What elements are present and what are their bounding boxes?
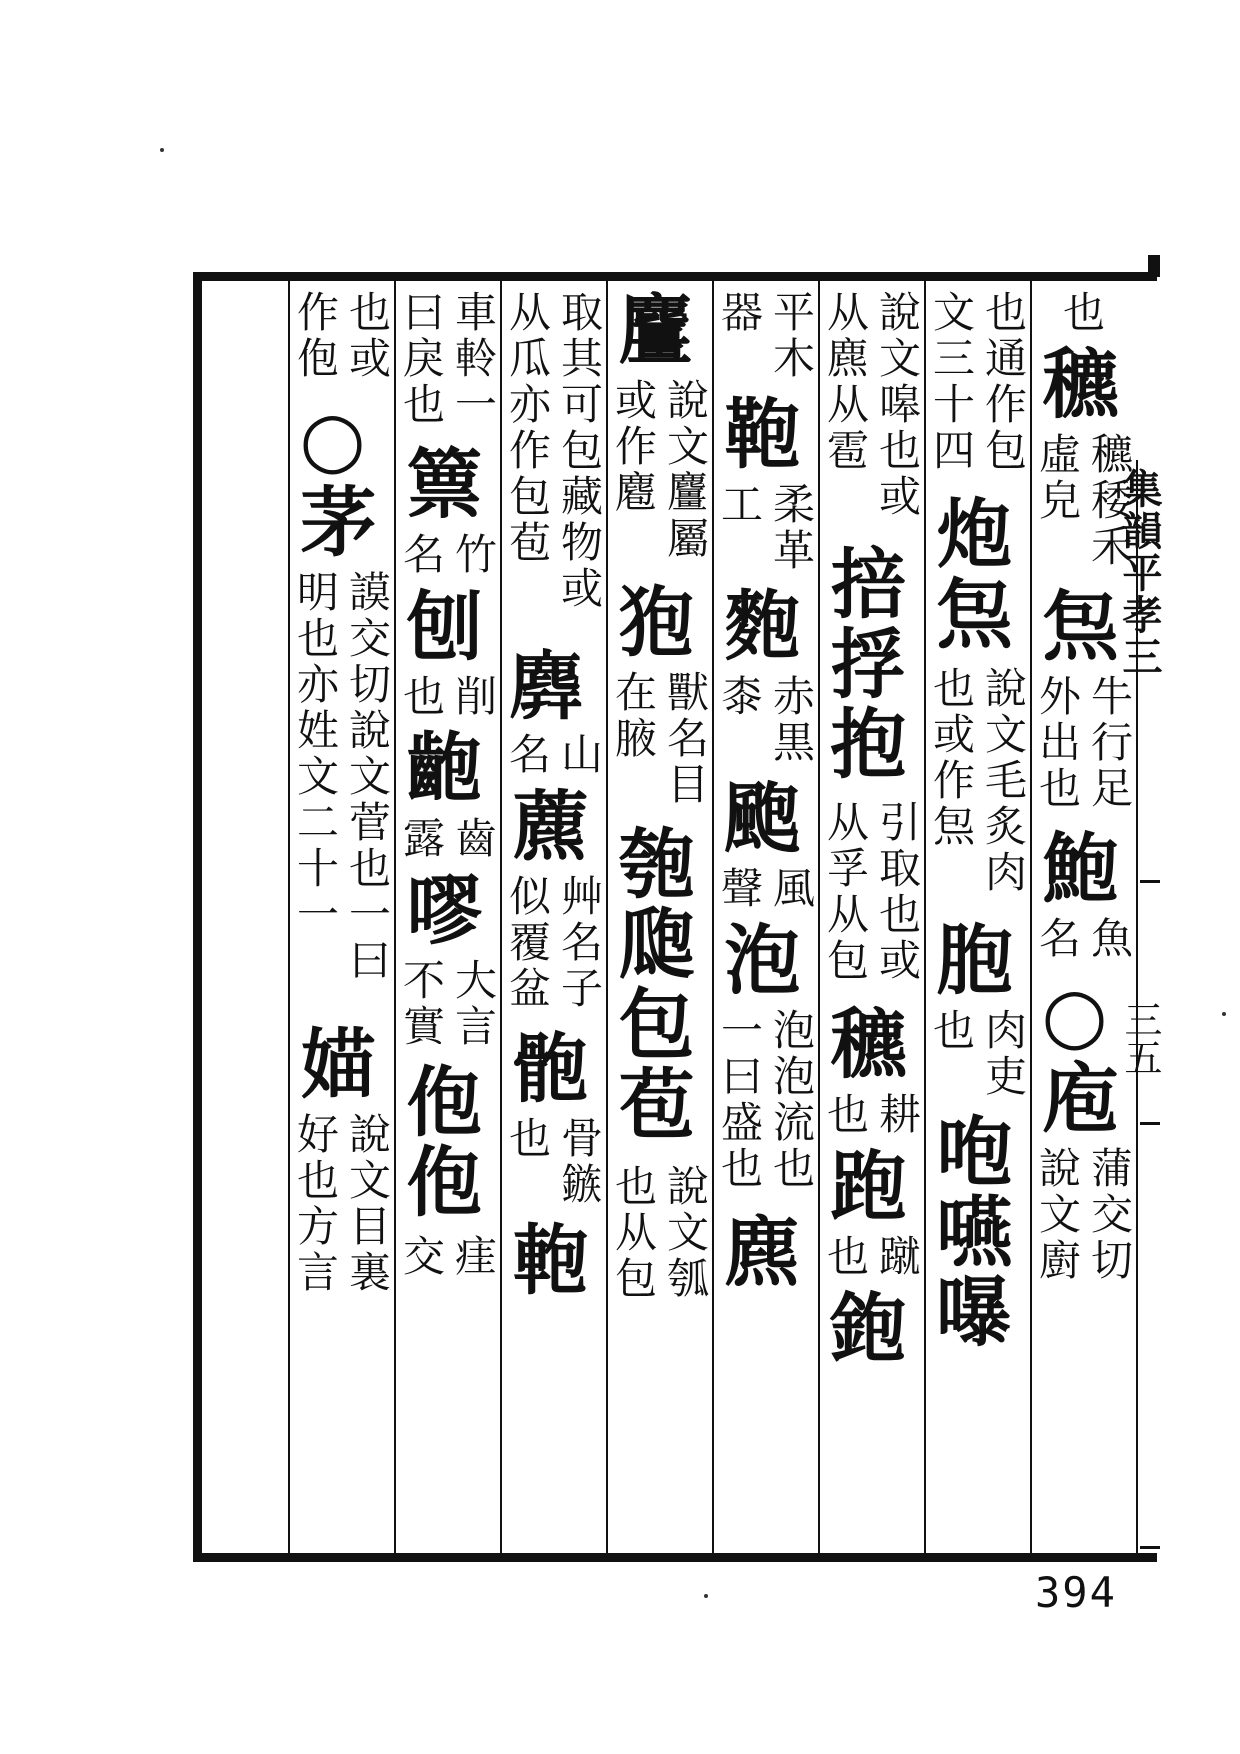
gloss-text-left: 名: [503, 732, 552, 778]
text-column: [926, 290, 1030, 1550]
head-character: 匏瓟包苞: [606, 824, 695, 1144]
gloss-text-right: 削: [449, 674, 498, 720]
gloss-text-left: 也: [821, 1234, 870, 1280]
gloss-text-left: 也: [821, 1092, 870, 1138]
frame-corner-mark: [1148, 255, 1160, 277]
rhyme-circle: ○: [1030, 970, 1119, 1063]
gloss-text-right: 說文目裏: [343, 1112, 392, 1296]
gloss-text-right: 竹: [449, 532, 498, 578]
leaf-number: 三五: [1118, 1000, 1162, 1076]
head-character: 麃: [712, 1212, 801, 1292]
gloss-text-right: 蒲交切: [1085, 1146, 1134, 1284]
gloss-text-left: 說文廚: [1033, 1146, 1082, 1284]
gloss-text-right: 肉吏: [979, 1008, 1028, 1100]
head-character: 刨: [394, 586, 483, 666]
gloss-text-right: 穮䅗禾: [1085, 432, 1134, 570]
head-character: 穮: [1030, 344, 1119, 424]
scan-speck: [160, 148, 164, 152]
edge-divider: [1140, 880, 1160, 883]
gloss-text-right: 泡泡流也: [767, 1008, 816, 1192]
head-character: 骲: [500, 1028, 589, 1108]
gloss-text-right: 獸名目: [661, 670, 710, 808]
head-character: 麭: [712, 586, 801, 666]
gloss-text-left: 从麃从雹: [821, 290, 870, 474]
gloss-text-left: 名: [397, 532, 446, 578]
text-column: [290, 290, 394, 1550]
gloss-text-right: 山: [555, 732, 604, 778]
gloss-text-left: 也: [927, 1008, 976, 1054]
gloss-text-left: 从孚从包: [821, 800, 870, 984]
gloss-text-right: 柔革: [767, 482, 816, 574]
gloss-text-left: 外出也: [1033, 674, 1082, 812]
head-character: 鉋: [818, 1288, 907, 1368]
gloss-text-left: 不實: [397, 958, 446, 1050]
gloss-text-left: 工: [715, 482, 764, 528]
head-character: 炰: [1030, 586, 1119, 666]
head-character: 炮炰: [924, 494, 1013, 654]
volume-label: 集韻平孝三: [1116, 468, 1163, 678]
scan-speck: [704, 1594, 708, 1598]
head-character: 茅: [288, 482, 377, 562]
gloss-text-right: 風: [767, 866, 816, 912]
gloss-text-left: 露: [397, 816, 446, 862]
gloss-text-right: 說文毛炙肉: [979, 666, 1028, 896]
gloss-text-left: 文三十四: [927, 290, 976, 474]
gloss-text-left: 虛皃: [1033, 432, 1082, 524]
gloss-text-right: 車軨一: [449, 290, 498, 428]
gloss-text-left: 也: [503, 1116, 552, 1162]
page-number: 394: [1035, 1568, 1117, 1617]
gloss-text-right: 謨交切說文菅也一曰: [343, 570, 392, 984]
gloss-text-right: 赤黒: [767, 674, 816, 766]
gloss-text-left: 明也亦姓文二十一: [291, 570, 340, 938]
head-character: 胞: [924, 920, 1013, 1000]
gloss-text-right: 引取也或: [873, 800, 922, 984]
gloss-text-left: 似覆盆: [503, 874, 552, 1012]
head-character: 藨: [500, 786, 589, 866]
text-column: [396, 290, 500, 1550]
gloss-text-right: 㾏: [449, 1234, 498, 1280]
head-character: 軳: [500, 1220, 589, 1300]
text-column: [820, 290, 924, 1550]
head-character: 鮑: [1030, 828, 1119, 908]
gloss-text-right: 平木: [767, 290, 816, 382]
gloss-text-right: 取其可包藏物或: [555, 290, 604, 612]
gloss-text: 也: [1057, 290, 1106, 336]
gloss-text-left: 从瓜亦作包苞: [503, 290, 552, 566]
gloss-text-left: 好也方言: [291, 1112, 340, 1296]
gloss-text-right: 說文嗥也或: [873, 290, 922, 520]
head-character: 麠: [606, 290, 695, 370]
head-character: 颮: [712, 778, 801, 858]
gloss-text-left: 曰戾也: [397, 290, 446, 428]
text-column: [608, 290, 712, 1550]
gloss-text-left: 作佨: [291, 290, 340, 382]
gloss-text-left: 桼: [715, 674, 764, 720]
head-character: 𪊑: [500, 644, 589, 724]
head-character: 庖: [1030, 1058, 1119, 1138]
gloss-text-left: 也从包: [609, 1164, 658, 1302]
gloss-text-left: 在腋: [609, 670, 658, 762]
edge-divider: [1140, 1122, 1160, 1125]
gloss-text-left: 器: [715, 290, 764, 336]
gloss-text-left: 一曰盛也: [715, 1008, 764, 1192]
gloss-text-right: 魚: [1085, 916, 1134, 962]
rhyme-circle: ○: [288, 394, 377, 487]
gloss-text-left: 名: [1033, 916, 1082, 962]
gloss-text-right: 蹴: [873, 1234, 922, 1280]
head-character: 咆嚥嚗: [924, 1112, 1013, 1352]
gloss-text-right: 牛行足: [1085, 674, 1134, 812]
gloss-text-left: 也: [397, 674, 446, 720]
head-character: 嘐: [394, 870, 483, 950]
gloss-text-right: 大言: [449, 958, 498, 1050]
gloss-text-right: 說文麠屬: [661, 378, 710, 562]
edge-divider: [1140, 1546, 1160, 1549]
gloss-text-right: 也通作包: [979, 290, 1028, 474]
head-character: 跑: [818, 1146, 907, 1226]
head-character: 齙: [394, 728, 483, 808]
gloss-text-right: 耕: [873, 1092, 922, 1138]
head-character: 佨佨: [394, 1062, 483, 1222]
head-character: 狍: [606, 582, 695, 662]
head-character: 掊捊抱: [818, 544, 907, 784]
gloss-text-right: 艸名子: [555, 874, 604, 1012]
gloss-text-left: 也或作炰: [927, 666, 976, 850]
text-column: [714, 290, 818, 1550]
gloss-text-right: 齒: [449, 816, 498, 862]
text-column: [502, 290, 606, 1550]
head-character: 穮: [818, 1004, 907, 1084]
head-character: 泡: [712, 920, 801, 1000]
gloss-text-left: 聲: [715, 866, 764, 912]
gloss-text-right: 骨鏃: [555, 1116, 604, 1208]
head-character: 篻: [394, 444, 483, 524]
scan-speck: [1222, 1012, 1226, 1016]
gloss-text-right: 也或: [343, 290, 392, 382]
head-character: 鞄: [712, 394, 801, 474]
head-character: 媌: [288, 1024, 377, 1104]
gloss-text-left: 交: [397, 1234, 446, 1280]
gloss-text-right: 說文瓠: [661, 1164, 710, 1302]
gloss-text-left: 或作麅: [609, 378, 658, 516]
